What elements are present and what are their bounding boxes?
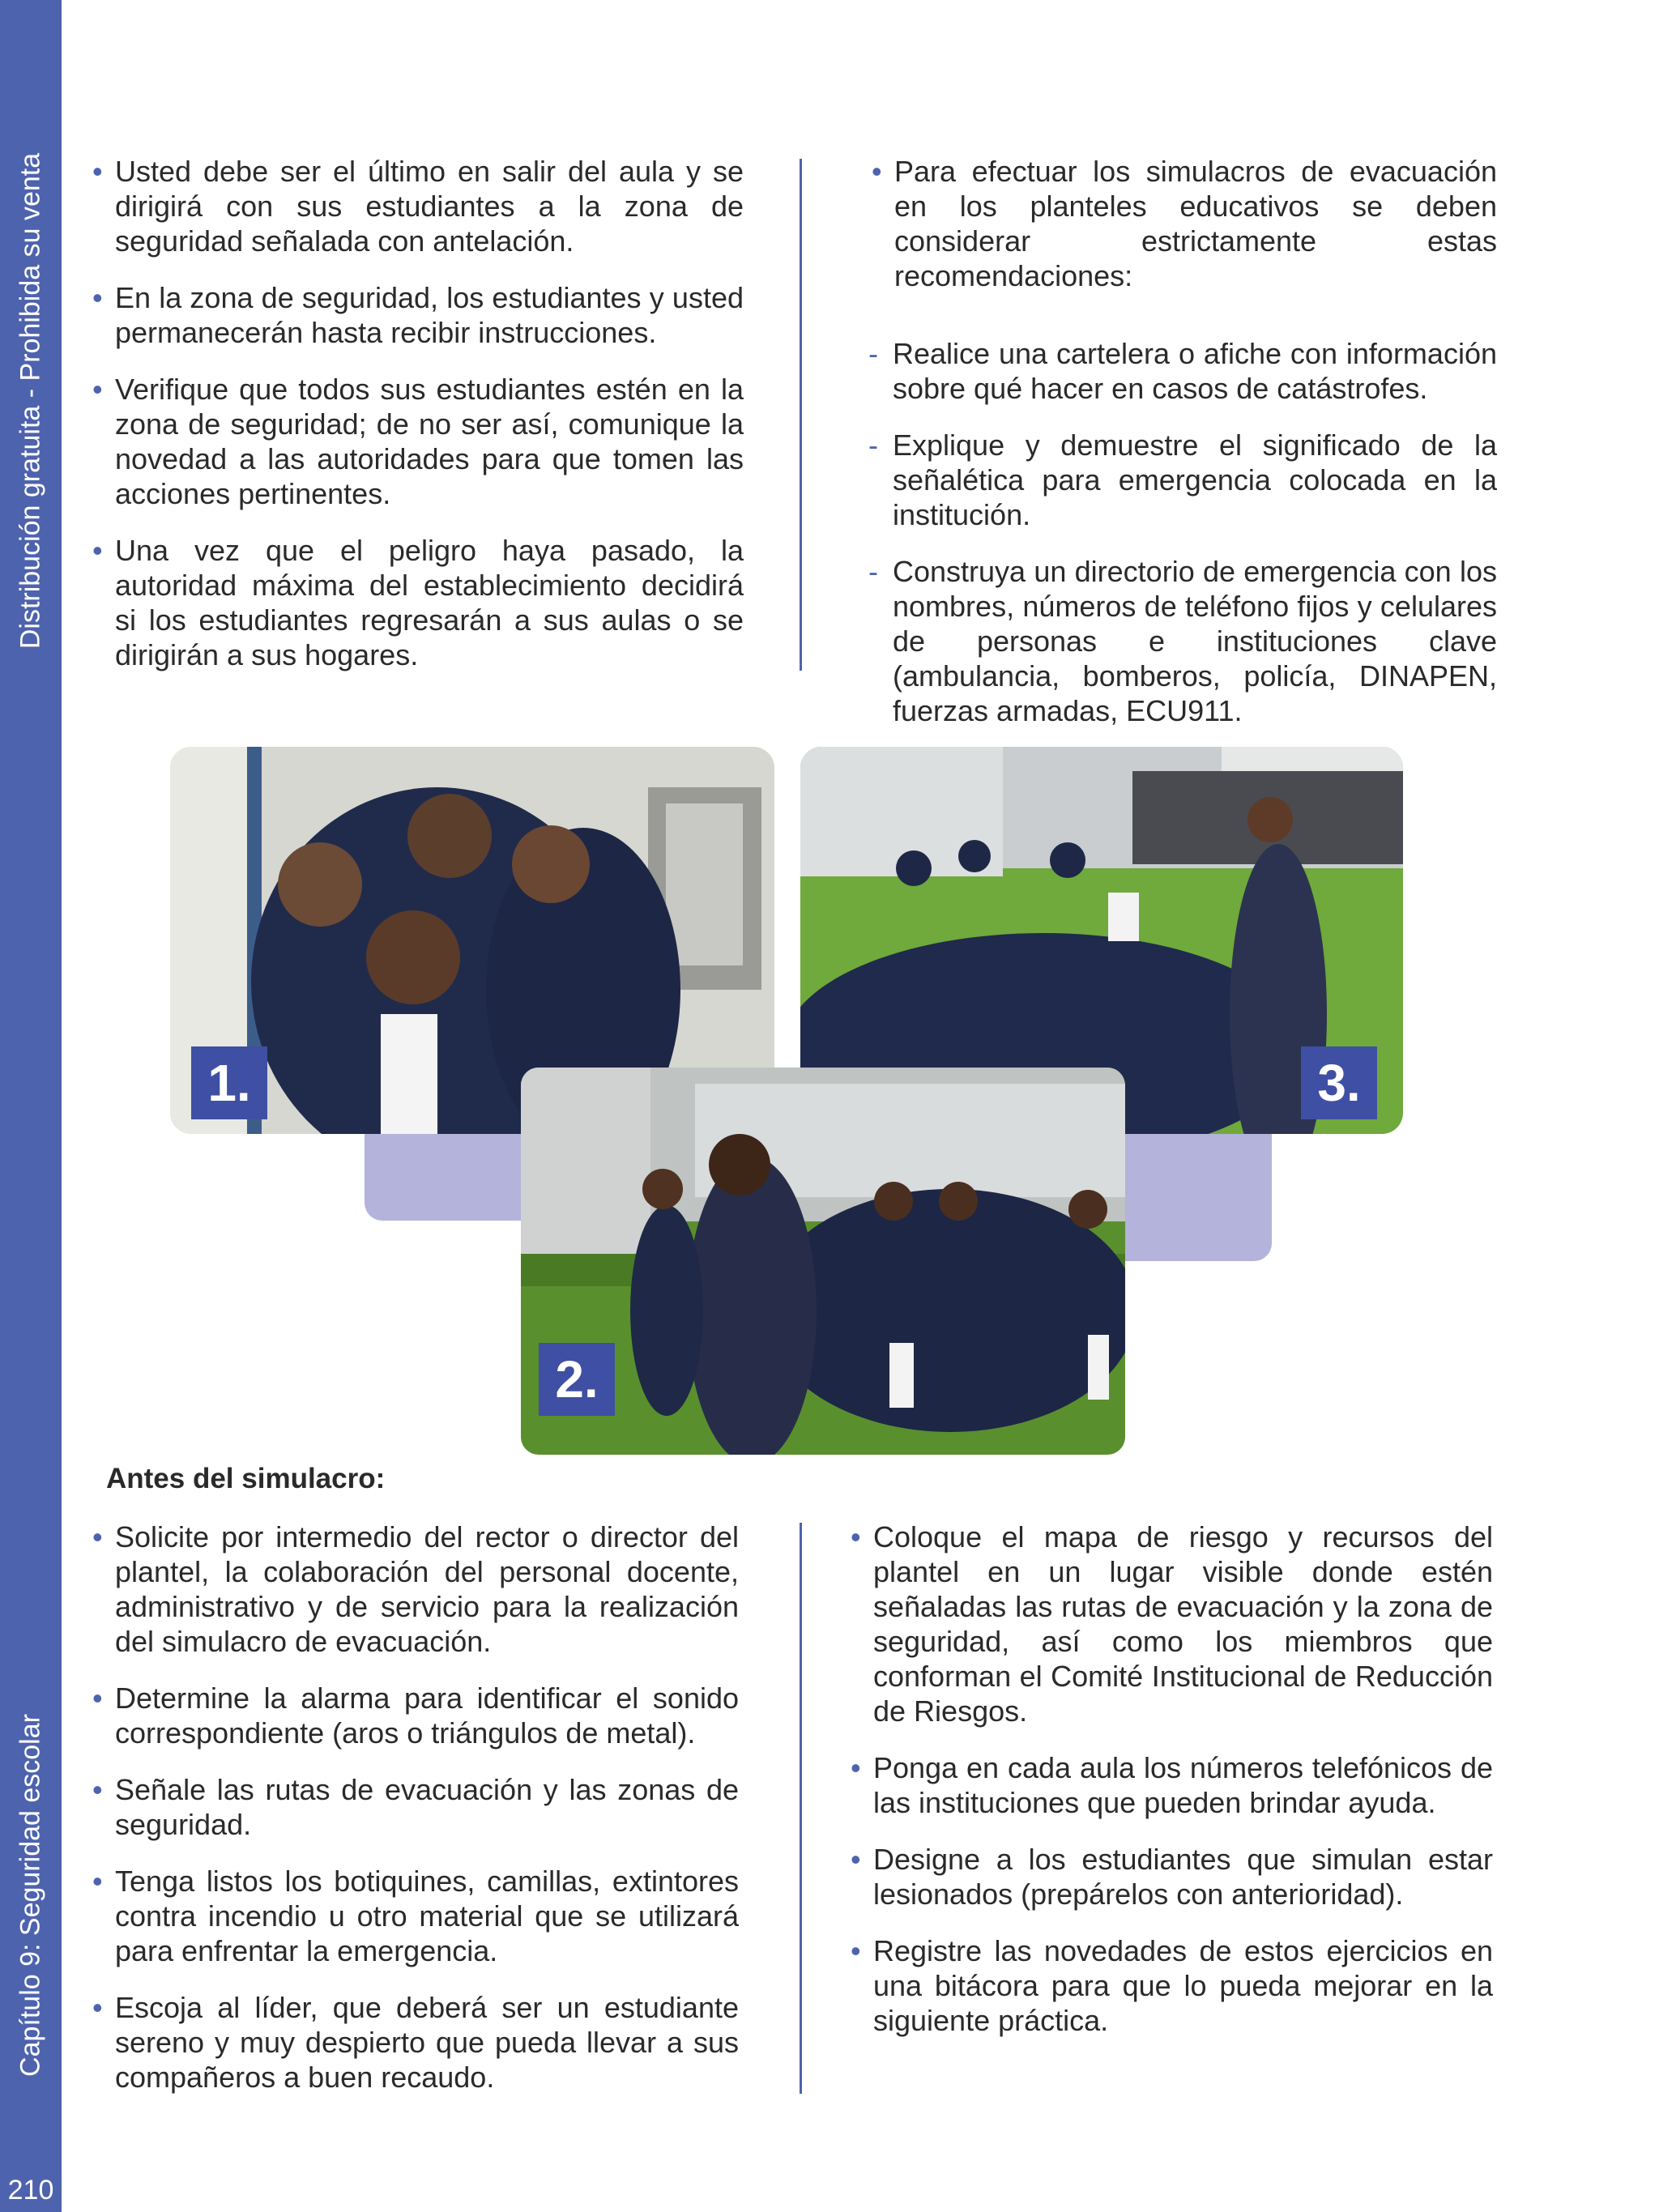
photo-lawn-evacuation bbox=[521, 1068, 1125, 1455]
bullet-icon: • bbox=[92, 534, 103, 567]
bullet-icon: • bbox=[92, 1773, 103, 1806]
upper-left-column bbox=[89, 154, 744, 694]
sidebar-chapter-title: Capítulo 9: Seguridad escolar bbox=[15, 1714, 46, 2077]
list-item: - Explique y demuestre el significado de la señalética para emergencia colocada en la institución. bbox=[868, 428, 1497, 531]
column-divider-lower bbox=[800, 1523, 802, 2094]
bullet-icon: • bbox=[92, 1520, 103, 1554]
bullet-icon: • bbox=[92, 1681, 103, 1715]
bullet-icon: • bbox=[92, 1865, 103, 1898]
bullet-icon: • bbox=[92, 281, 103, 314]
dash-icon: - bbox=[868, 555, 878, 588]
list-item: • Designe a los estudiantes que simulan estar lesionados (prepárelos con anterioridad). bbox=[851, 1843, 1493, 1911]
bullet-icon: • bbox=[851, 1751, 861, 1784]
photo-label-3: 3. bbox=[1301, 1046, 1377, 1119]
list-item: • Escoja al líder, que deberá ser un estudiante sereno y muy despierto que pueda llevar a sus compañeros a buen recaudo. bbox=[92, 1991, 739, 2094]
list-item: • Una vez que el peligro haya pasado, la autoridad máxima del establecimiento decidirá si los estudiantes regresarán a sus aulas o se dirigirán a sus hogares. bbox=[92, 534, 744, 671]
list-item: - Realice una cartelera o afiche con información sobre qué hacer en casos de catástrofes. bbox=[868, 337, 1497, 405]
photo-label-2: 2. bbox=[539, 1343, 615, 1416]
page-number: 210 bbox=[7, 2175, 54, 2206]
bullet-icon: • bbox=[851, 1843, 861, 1876]
bullet-icon: • bbox=[92, 155, 103, 188]
list-item: • Registre las novedades de estos ejercicios en una bitácora para que lo pueda mejorar en la siguiente práctica. bbox=[851, 1934, 1493, 2037]
list-item: - Construya un directorio de emergencia con los nombres, números de teléfono fijos y celulares de personas e instituciones clave (ambulancia, bomberos, policía, DINAPEN, fuerzas armadas, ECU911. bbox=[868, 555, 1497, 727]
photo-backdrop-right bbox=[1122, 1130, 1272, 1261]
bullet-icon: • bbox=[872, 155, 882, 188]
photo-backdrop-left bbox=[365, 1130, 531, 1221]
upper-right-column bbox=[868, 154, 1497, 750]
list-item: • Coloque el mapa de riesgo y recursos del plantel en un lugar visible donde estén señaladas las rutas de evacuación y la zona de seguridad, así como los miembros que conforman el Comité Institucional de Reducción de Riesgos. bbox=[851, 1520, 1493, 1728]
sidebar-distribution-note: Distribución gratuita - Prohibida su venta bbox=[15, 152, 46, 650]
dash-icon: - bbox=[868, 428, 878, 462]
bullet-icon: • bbox=[92, 1991, 103, 2024]
list-item: • Tenga listos los botiquines, camillas, extintores contra incendio u otro material que se utilizará para enfrentar la emergencia. bbox=[92, 1865, 739, 1967]
list-item: • Usted debe ser el último en salir del aula y se dirigirá con sus estudiantes a la zona de seguridad señalada con antelación. bbox=[92, 155, 744, 258]
sidebar-band bbox=[0, 0, 62, 2212]
bullet-icon: • bbox=[851, 1934, 861, 1967]
list-item: • Ponga en cada aula los números telefónicos de las instituciones que pueden brindar ayuda. bbox=[851, 1751, 1493, 1819]
photo-label-1: 1. bbox=[191, 1046, 267, 1119]
bullet-icon: • bbox=[851, 1520, 861, 1554]
intro-item: • Para efectuar los simulacros de evacuación en los planteles educativos se deben considerar estrictamente estas recomendaciones: bbox=[872, 155, 1497, 292]
list-item: • Solicite por intermedio del rector o director del plantel, la colaboración del personal docente, administrativo y de servicio para la realización del simulacro de evacuación. bbox=[92, 1520, 739, 1658]
list-item: • Verifique que todos sus estudiantes estén en la zona de seguridad; de no ser así, comunique la novedad a las autoridades para que tomen las acciones pertinentes. bbox=[92, 373, 744, 510]
list-item: • En la zona de seguridad, los estudiantes y usted permanecerán hasta recibir instrucciones. bbox=[92, 281, 744, 349]
column-divider-upper bbox=[800, 159, 802, 671]
bullet-icon: • bbox=[92, 373, 103, 406]
lower-right-column bbox=[847, 1519, 1493, 2060]
list-item: • Señale las rutas de evacuación y las zonas de seguridad. bbox=[92, 1773, 739, 1841]
list-item: • Determine la alarma para identificar el sonido correspondiente (aros o triángulos de metal). bbox=[92, 1681, 739, 1750]
lower-left-column bbox=[89, 1519, 739, 2116]
dash-icon: - bbox=[868, 337, 878, 370]
section-heading: Antes del simulacro: bbox=[106, 1463, 386, 1494]
